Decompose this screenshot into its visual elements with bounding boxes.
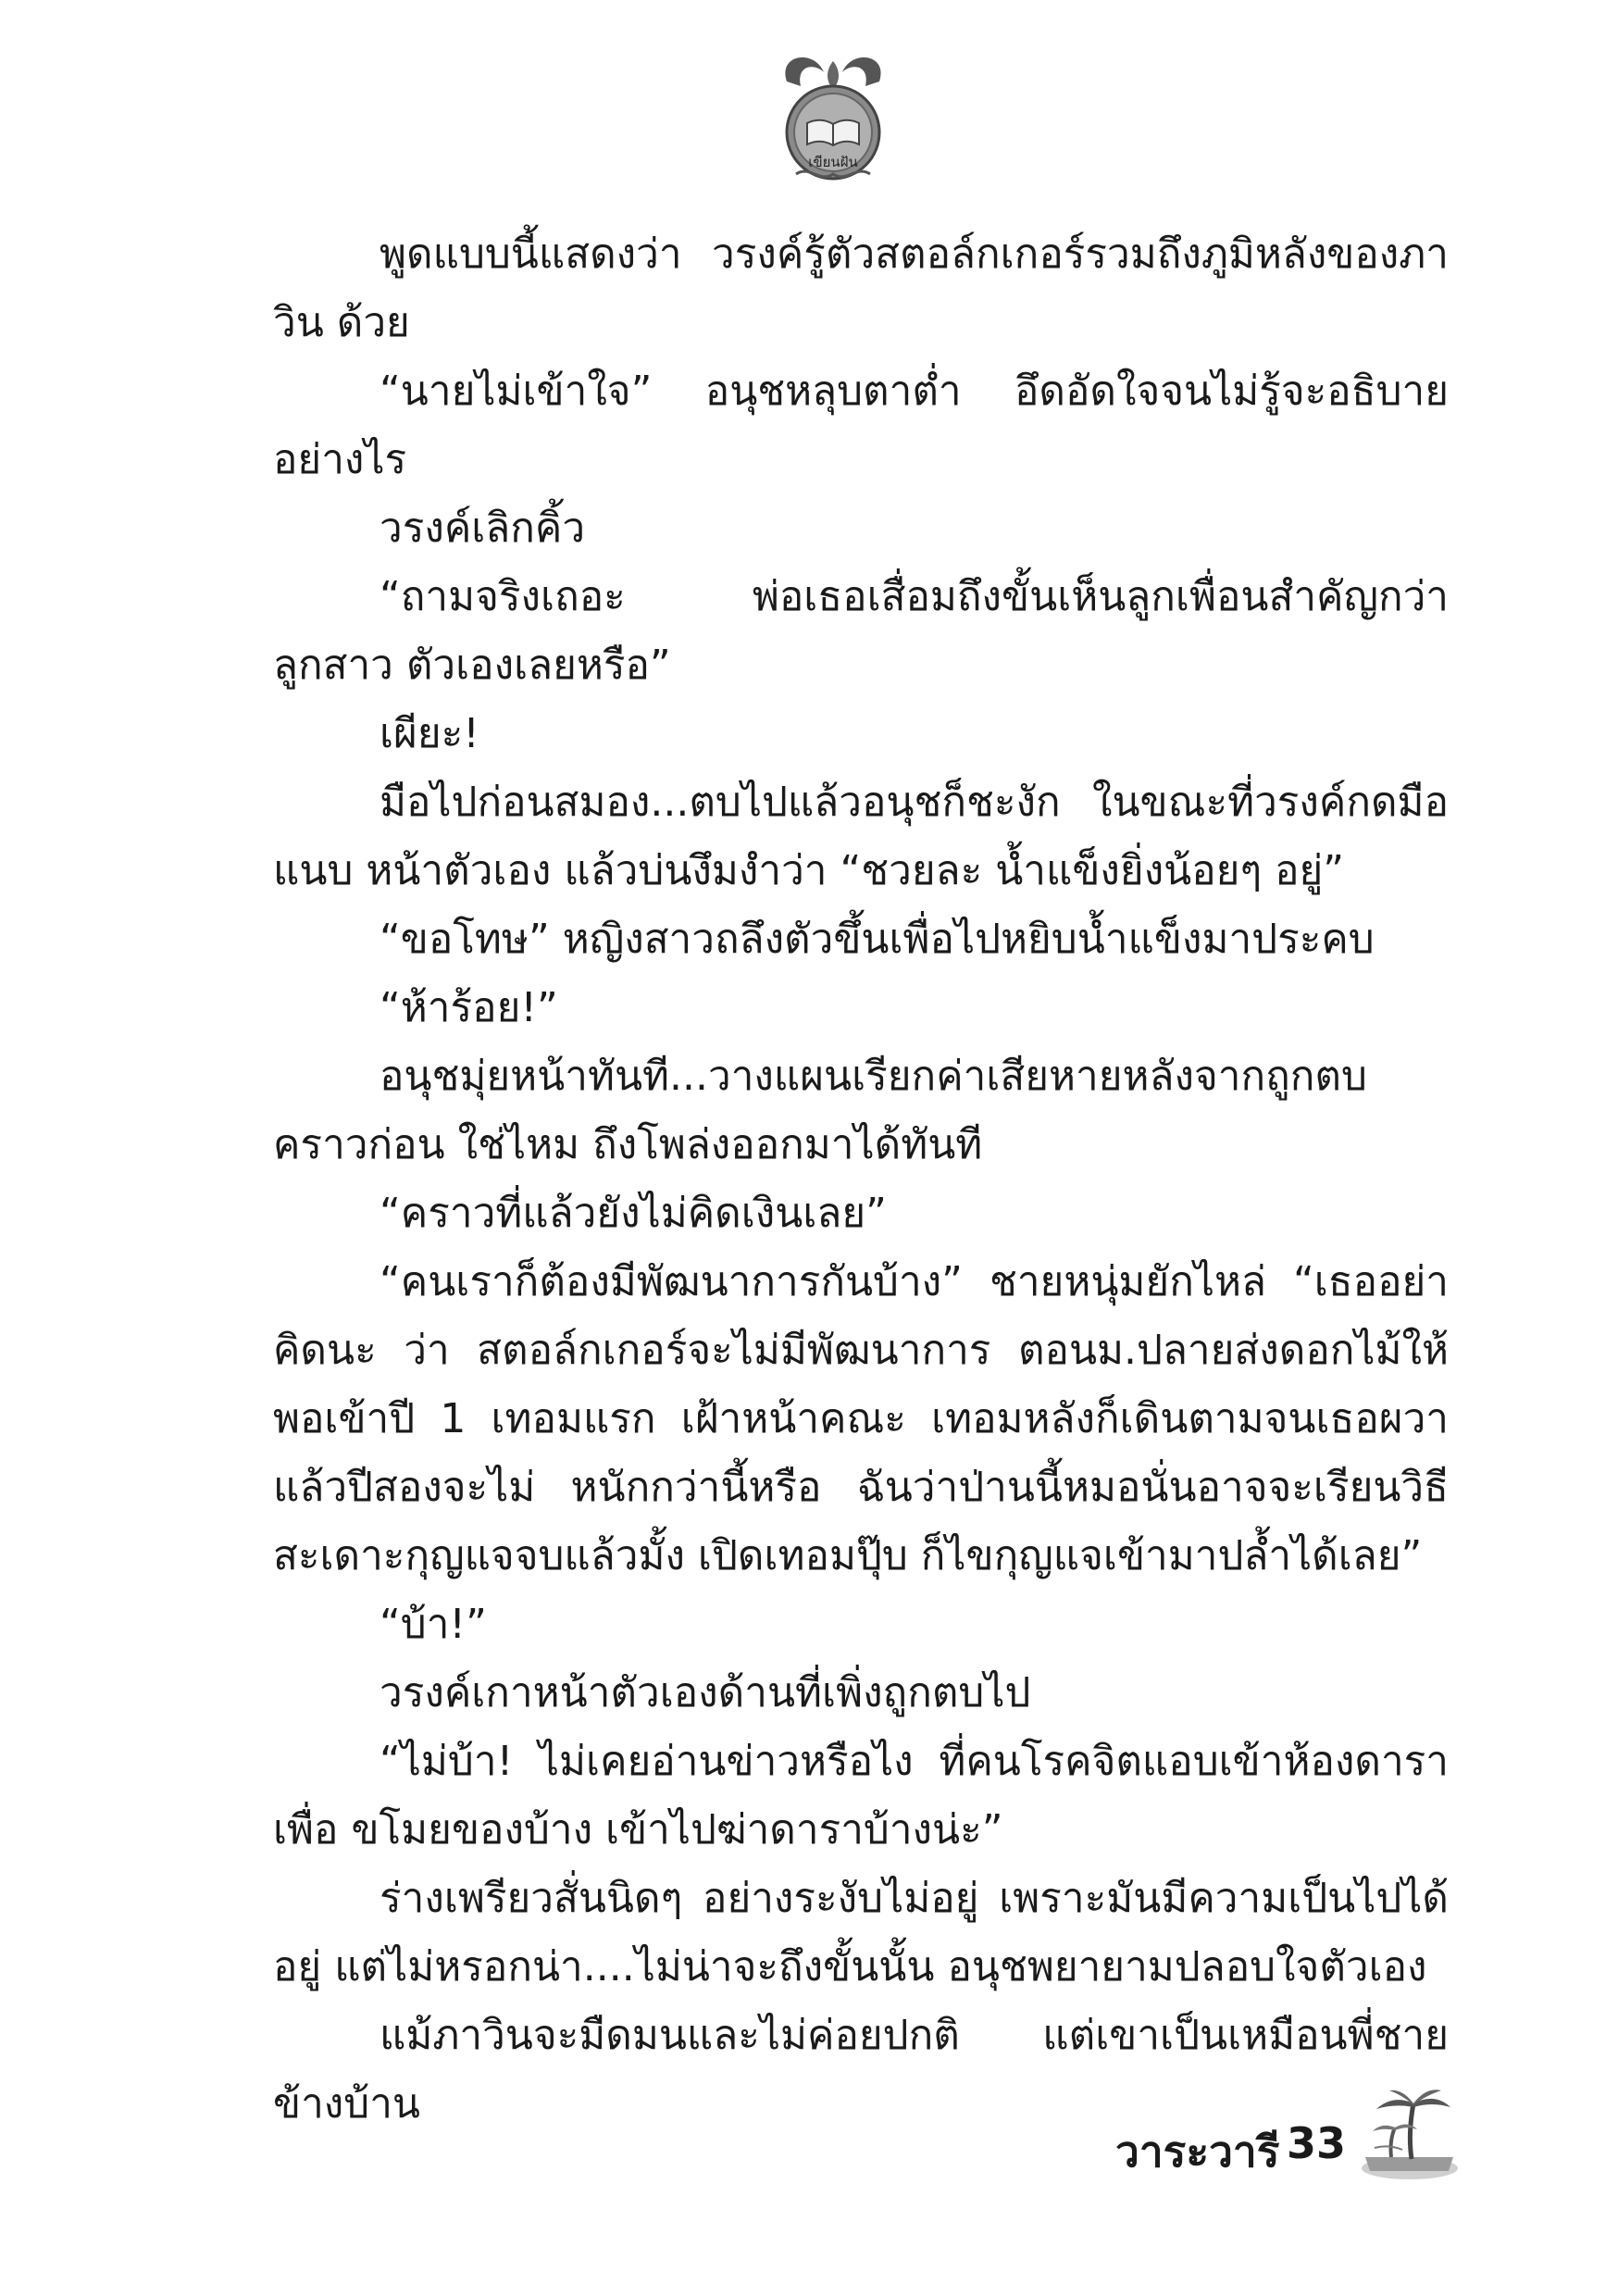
- paragraph: มือไปก่อนสมอง...ตบไปแล้วอนุชก็ชะงัก ในขณะที่วรงค์กดมือแนบ หน้าตัวเอง แล้วบ่นงึมงำว่า “ชวยละ น้ำแข็งยิ่งน้อยๆ อยู่”: [273, 779, 1449, 894]
- body-text: [273, 220, 1449, 2139]
- paragraph: “ห้าร้อย!”: [380, 984, 558, 1031]
- paragraph: “คราวที่แล้วยังไม่คิดเงินเลย”: [380, 1190, 887, 1237]
- paragraph: “บ้า!”: [380, 1601, 487, 1648]
- paragraph: “ไม่บ้า! ไม่เคยอ่านข่าวหรือไง ที่คนโรคจิตแอบเข้าห้องดาราเพื่อ ขโมยของบ้าง เข้าไปฆ่าดาราบ้างน่ะ”: [273, 1738, 1449, 1853]
- paragraph: เผียะ!: [380, 710, 479, 757]
- paragraph: วรงค์เกาหน้าตัวเองด้านที่เพิ่งถูกตบไป: [380, 1669, 1031, 1716]
- paragraph: “ถามจริงเถอะ พ่อเธอเสื่อมถึงขั้นเห็นลูกเพื่อนสำคัญกว่าลูกสาว ตัวเองเลยหรือ”: [273, 573, 1449, 689]
- page-number: 33: [1287, 2118, 1347, 2168]
- book-title: วาระวารี: [1115, 2127, 1280, 2177]
- paragraph: ร่างเพรียวสั่นนิดๆ อย่างระงับไม่อยู่ เพราะมันมีความเป็นไปได้อยู่ แต่ไม่หรอกน่า....ไม่น่าจะถึงขั้นนั้น อนุชพยายามปลอบใจตัวเอง: [273, 1875, 1449, 1990]
- paragraph: พูดแบบนี้แสดงว่า วรงค์รู้ตัวสตอล์กเกอร์รวมถึงภูมิหลังของภาวิน ด้วย: [273, 231, 1449, 346]
- emblem-text: เขียนฝัน: [808, 154, 858, 170]
- page-footer: [1037, 2083, 1472, 2185]
- paragraph: “นายไม่เข้าใจ” อนุชหลุบตาต่ำ อึดอัดใจจนไม่รู้จะอธิบายอย่างไร: [273, 368, 1449, 483]
- paragraph: “คนเราก็ต้องมีพัฒนาการกันบ้าง” ชายหนุ่มยักไหล่ “เธออย่าคิดนะ ว่า สตอล์กเกอร์จะไม่มีพัฒนาการ ตอนม.ปลายส่งดอกไม้ให้ พอเข้าปี 1 เทอมแรก เฝ้าหน้าคณะ เทอมหลังก็เดินตามจนเธอผวา แล้วปีสองจะไม่ หนักกว่านี้หรือ ฉันว่าป่านนี้หมอนั่นอาจจะเรียนวิธีสะเดาะกุญแจจบแล้วมั้ง เปิดเทอมปุ๊บ ก็ไขกุญแจเข้ามาปล้ำได้เลย”: [273, 1258, 1449, 1579]
- ornamental-book-emblem-icon: [759, 44, 907, 193]
- paragraph: วรงค์เลิกคิ้ว: [380, 505, 586, 552]
- palm-tree-island-icon: [1356, 2083, 1462, 2185]
- paragraph: แม้ภาวินจะมืดมนและไม่ค่อยปกติ แต่เขาเป็นเหมือนพี่ชายข้างบ้าน: [273, 2012, 1449, 2128]
- paragraph: “ขอโทษ” หญิงสาวถลึงตัวขึ้นเพื่อไปหยิบน้ำแข็งมาประคบ: [380, 916, 1375, 963]
- paragraph: อนุชมุ่ยหน้าทันที...วางแผนเรียกค่าเสียหายหลังจากถูกตบคราวก่อน ใช่ไหม ถึงโพล่งออกมาได้ทันที: [273, 1053, 1367, 1168]
